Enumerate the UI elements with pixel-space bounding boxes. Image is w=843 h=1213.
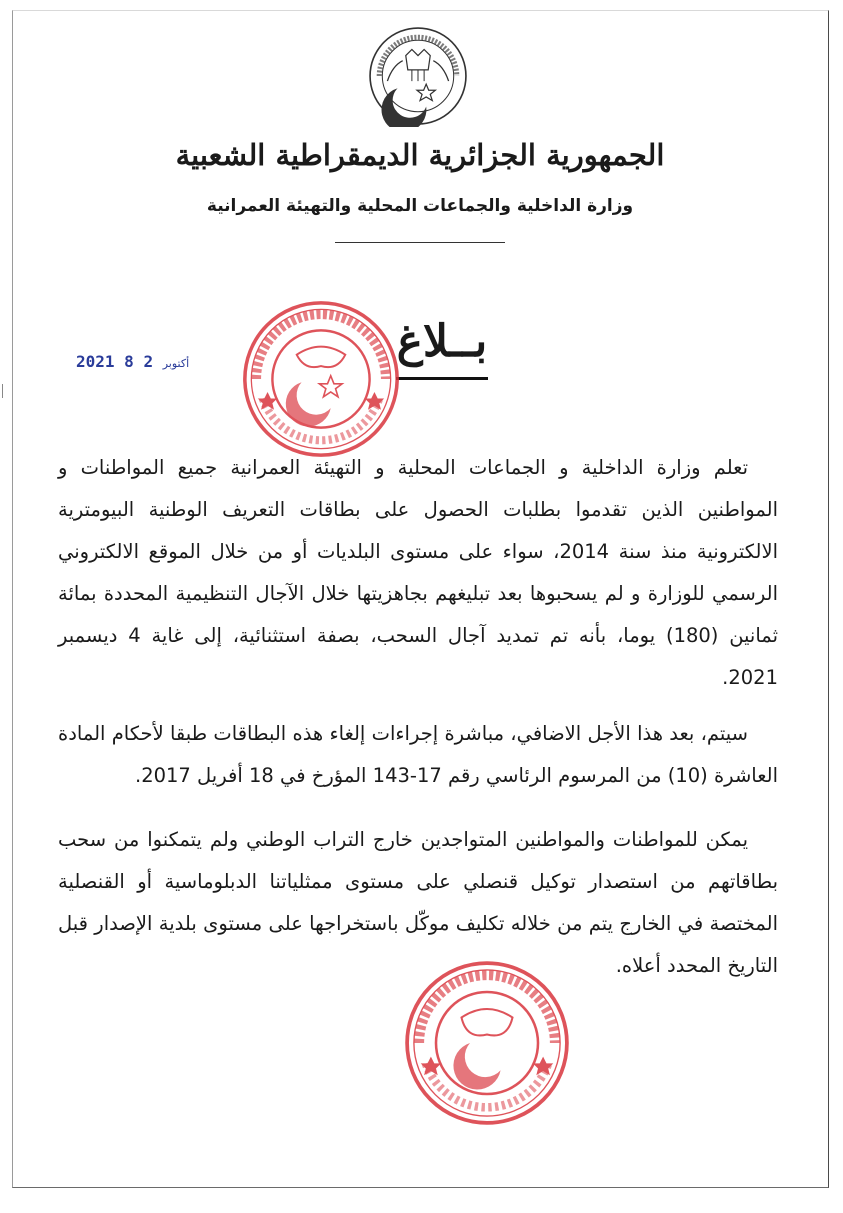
date-stamp-month: أكتوبر [162, 357, 190, 370]
header-divider [335, 242, 505, 243]
announcement-paragraph-3: يمكن للمواطنات والمواطنين المتواجدين خارج التراب الوطني ولم يتمكنوا من سحب بطاقاتهم من استصدار توكيل قنصلي على مستوى ممثلياتنا الدبلوماسية أو القنصلية المختصة في الخارج يتم من خلاله تكليف موكّل باستخراجها على مستوى بلدية الإصدار قبل التاريخ المحدد أعلاه. [58, 828, 778, 977]
date-stamp-day: 2 8 [124, 352, 154, 371]
official-stamp-icon [240, 298, 402, 460]
announcement-paragraph-1: تعلم وزارة الداخلية و الجماعات المحلية و التهيئة العمرانية جميع المواطنات و المواطنين الذين تقدموا بطلبات الحصول على بطاقات التعريف الوطنية البيومترية الالكترونية منذ سنة 2014، سواء على مستوى البلديات أو من خلال الموقع الالكتروني الرسمي للوزارة و لم يسحبوها بعد تبليغهم بجاهزيتها خلال الآجال التنظيمية المحددة بمائة ثمانين (180) يوما، بأنه تم تمديد آجال السحب، بصفة استثنائية، إلى غاية 4 ديسمبر 2021. [58, 456, 779, 689]
date-stamp-year: 2021 [76, 352, 115, 371]
official-stamp-bottom-icon [402, 958, 572, 1128]
announcement-title: بــلاغ [396, 316, 488, 367]
announcement-paragraph-2: سيتم، بعد هذا الأجل الاضافي، مباشرة إجراءات إلغاء هذه البطاقات طبقا لأحكام المادة العاشرة (10) من المرسوم الرئاسي رقم 17-143 المؤرخ في 18 أفريل 2017. [58, 722, 778, 787]
margin-mark [2, 384, 6, 398]
announcement-underline [396, 377, 488, 380]
national-emblem-icon [367, 25, 469, 127]
ministry-name: وزارة الداخلية والجماعات المحلية والتهيئة العمرانية [206, 196, 634, 216]
date-stamp [76, 352, 189, 371]
country-name-heading: الجمهورية الجزائرية الديمقراطية الشعبية [175, 138, 665, 172]
